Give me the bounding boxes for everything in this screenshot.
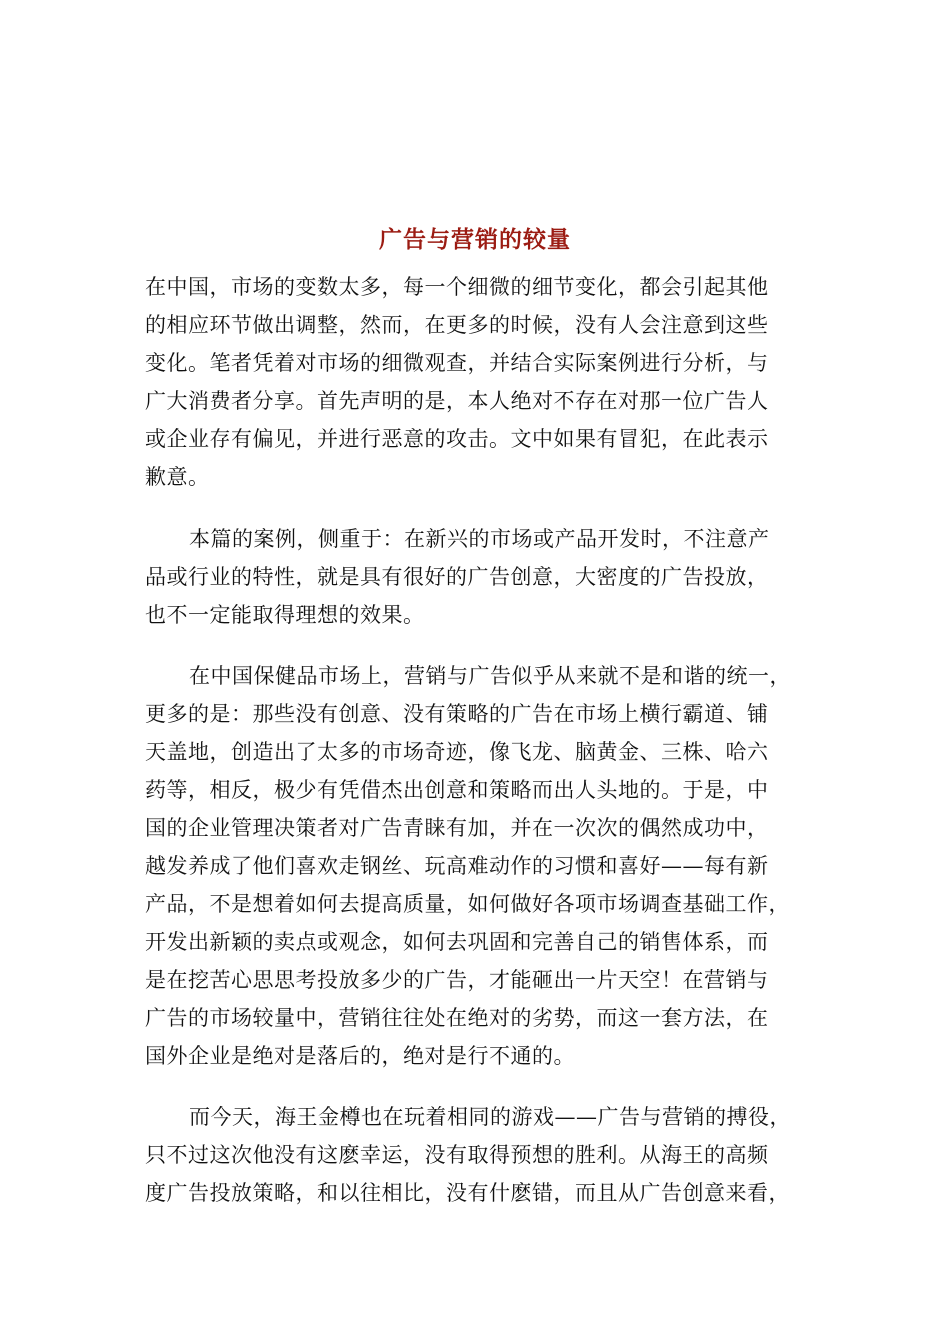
document-title: 广告与营销的较量 <box>379 226 571 253</box>
paragraph-line: 开发出新颖的卖点或观念，如何去巩固和完善自己的销售体系，而 <box>145 930 769 954</box>
paragraph-line: 本篇的案例，侧重于：在新兴的市场或产品开发时，不注意产 <box>189 527 770 551</box>
paragraph-line: 越发养成了他们喜欢走钢丝、玩高难动作的习惯和喜好——每有新 <box>145 854 769 878</box>
paragraph-line: 国的企业管理决策者对广告青睐有加，并在一次次的偶然成功中， <box>145 816 769 840</box>
paragraph-line: 的相应环节做出调整，然而，在更多的时候，没有人会注意到这些 <box>145 313 769 337</box>
paragraph-line: 而今天，海王金樽也在玩着相同的游戏——广告与营销的搏役， <box>189 1105 791 1129</box>
paragraph-line: 更多的是：那些没有创意、没有策略的广告在市场上横行霸道、铺 <box>145 702 769 726</box>
paragraph-case-focus <box>145 520 810 634</box>
paragraph-line: 品或行业的特性，就是具有很好的广告创意，大密度的广告投放， <box>145 565 769 589</box>
paragraph-line: 广告的市场较量中，营销往往处在绝对的劣势，而这一套方法，在 <box>145 1006 769 1030</box>
paragraph-line: 变化。笔者凭着对市场的细微观查，并结合实际案例进行分析，与 <box>145 351 769 375</box>
paragraph-health-market <box>145 657 810 1075</box>
paragraph-haiwang <box>145 1098 810 1212</box>
paragraph-line: 度广告投放策略，和以往相比，没有什麽错，而且从广告创意来看， <box>145 1181 790 1205</box>
paragraph-line: 或企业存有偏见，并进行恶意的攻击。文中如果有冒犯，在此表示 <box>145 427 769 451</box>
paragraph-line: 国外企业是绝对是落后的，绝对是行不通的。 <box>145 1044 575 1068</box>
paragraph-line: 是在挖苦心思思考投放多少的广告，才能砸出一片天空！在营销与 <box>145 968 769 992</box>
paragraph-line: 只不过这次他没有这麽幸运，没有取得预想的胜利。从海王的高频 <box>145 1143 769 1167</box>
paragraph-line: 产品，不是想着如何去提高质量，如何做好各项市场调查基础工作， <box>145 892 790 916</box>
paragraph-line: 歉意。 <box>145 465 210 489</box>
paragraph-intro <box>145 268 810 496</box>
paragraph-line: 也不一定能取得理想的效果。 <box>145 603 425 627</box>
paragraph-line: 天盖地，创造出了太多的市场奇迹，像飞龙、脑黄金、三株、哈六 <box>145 740 769 764</box>
paragraph-line: 广大消费者分享。首先声明的是，本人绝对不存在对那一位广告人 <box>145 389 769 413</box>
paragraph-line: 药等，相反，极少有凭借杰出创意和策略而出人头地的。于是，中 <box>145 778 769 802</box>
paragraph-line: 在中国，市场的变数太多，每一个细微的细节变化，都会引起其他 <box>145 275 769 299</box>
paragraph-line: 在中国保健品市场上，营销与广告似乎从来就不是和谐的统一， <box>189 664 791 688</box>
